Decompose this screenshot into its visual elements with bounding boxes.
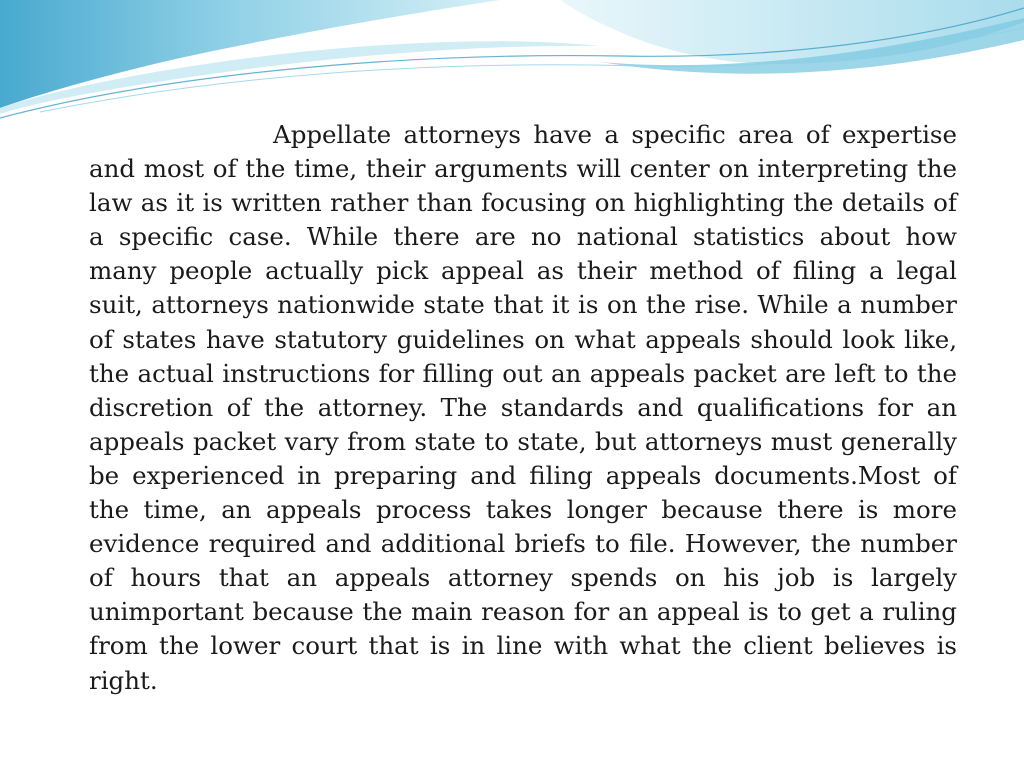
header-wave-decoration <box>0 0 1024 130</box>
body-paragraph: Appellate attorneys have a specific area of expertise and most of the time, their arguments will center on interpreting the law as it is written rather than focusing on highlighting the details of a specific case. While there are no national statistics about how many people actually pick appeal as their method of filing a legal suit, attorneys nationwide state that it is on the rise. While a number of states have statutory guidelines on what appeals should look like, the actual instructions for filling out an appeals packet are left to the discretion of the attorney. The standards and qualifications for an appeals packet vary from state to state, but attorneys must generally be experienced in preparing and filing appeals documents.Most of the time, an appeals process takes longer because there is more evidence required and additional briefs to file. However, the number of hours that an appeals attorney spends on his job is largely unimportant because the main reason for an appeal is to get a ruling from the lower court that is in line with what the client believes is right. <box>89 120 957 695</box>
